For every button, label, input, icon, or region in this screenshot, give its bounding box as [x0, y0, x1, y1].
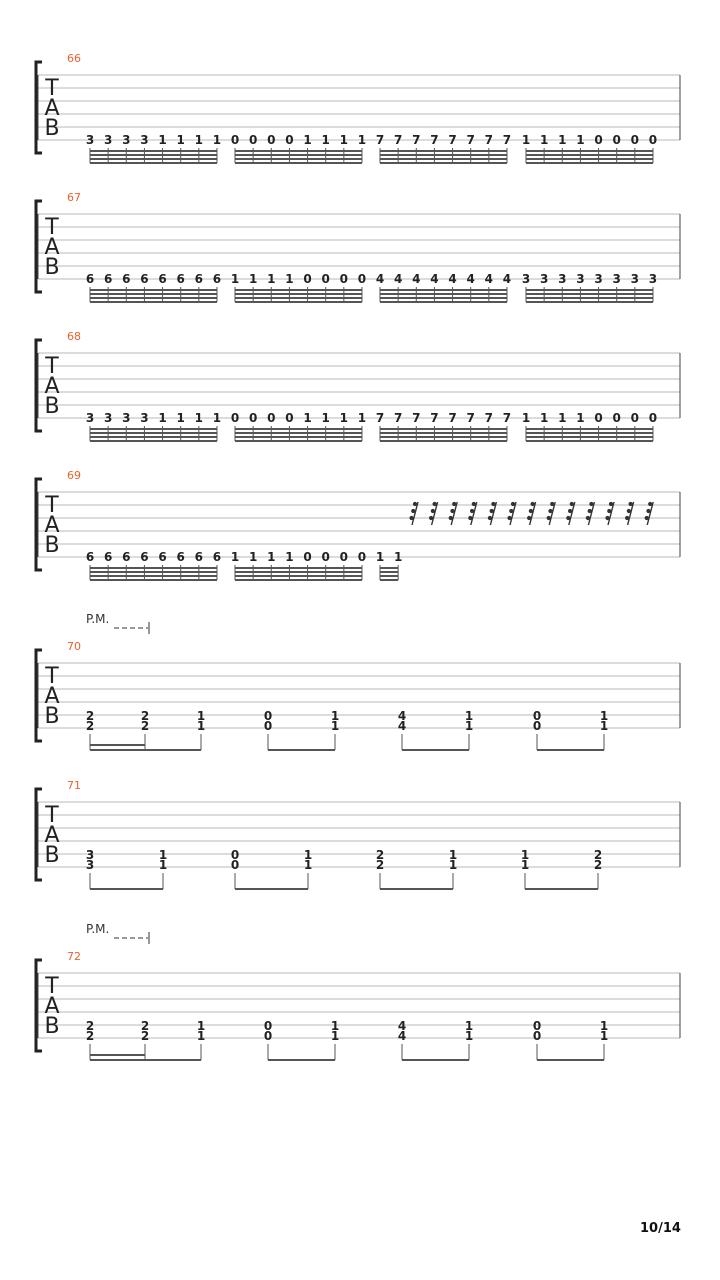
fret-number-lower: 2 — [85, 1029, 95, 1043]
fret-number-upper: 0 — [230, 848, 240, 862]
fret-number-upper: 3 — [85, 848, 95, 862]
fret-number-lower: 0 — [532, 1029, 542, 1043]
fret-number-lower: 1 — [599, 1029, 609, 1043]
fret-number-upper: 1 — [599, 709, 609, 723]
fret-number: 1 — [357, 133, 367, 147]
tab-clef-letter: A — [44, 513, 60, 538]
fret-number: 0 — [267, 133, 276, 147]
fret-number: 0 — [357, 272, 367, 286]
rest-flag-dot — [529, 509, 533, 513]
rest-flag-dot — [586, 516, 590, 520]
rest-flag-dot — [433, 502, 437, 506]
fret-number: 3 — [122, 133, 131, 147]
fret-number: 1 — [212, 133, 222, 147]
fret-number-upper: 4 — [397, 1019, 407, 1033]
fret-number: 6 — [176, 550, 185, 564]
tab-clef-letter: A — [44, 994, 60, 1019]
page-number: 10/14 — [640, 1221, 681, 1236]
fret-number: 7 — [448, 133, 457, 147]
rest-flag-dot — [449, 516, 453, 520]
rest-flag-dot — [588, 509, 592, 513]
system-bracket — [36, 789, 42, 880]
fret-number: 1 — [539, 411, 549, 425]
rest-flag-dot — [452, 502, 456, 506]
tab-clef-letter: A — [44, 96, 60, 121]
tab-clef-letter: T — [45, 76, 59, 101]
measure-number: 67 — [67, 191, 81, 204]
fret-number-lower: 2 — [85, 719, 95, 733]
fret-number-upper: 2 — [85, 1019, 95, 1033]
fret-number: 3 — [140, 133, 149, 147]
fret-number: 4 — [412, 272, 421, 286]
fret-number-upper: 1 — [303, 848, 313, 862]
fret-number: 6 — [176, 272, 185, 286]
fret-number-upper: 1 — [330, 1019, 340, 1033]
rest-flag-dot — [570, 502, 574, 506]
system-bracket — [36, 201, 42, 292]
fret-number: 1 — [558, 133, 567, 147]
fret-number: 7 — [484, 411, 494, 425]
fret-number: 3 — [122, 411, 131, 425]
fret-number-upper: 2 — [140, 709, 150, 723]
fret-number-upper: 2 — [85, 709, 95, 723]
fret-number: 6 — [140, 550, 149, 564]
rest-flag-dot — [509, 509, 513, 513]
rest-flag-dot — [645, 516, 649, 520]
tab-clef-letter: A — [44, 684, 60, 709]
palm-mute-label: P.M. — [86, 612, 110, 626]
fret-number: 1 — [375, 550, 385, 564]
measure-number: 68 — [67, 330, 81, 343]
fret-number: 1 — [339, 411, 349, 425]
fret-number: 3 — [612, 272, 621, 286]
rest-flag-dot — [527, 516, 531, 520]
fret-number-lower: 0 — [230, 858, 240, 872]
fret-number: 0 — [357, 550, 367, 564]
tab-clef-letter: B — [44, 255, 60, 280]
fret-number: 3 — [539, 272, 549, 286]
rest-flag-dot — [490, 509, 494, 513]
fret-number-upper: 4 — [397, 709, 407, 723]
fret-number: 3 — [103, 411, 113, 425]
rest-flag-dot — [511, 502, 515, 506]
tab-clef-letter: T — [45, 215, 59, 240]
fret-number: 1 — [212, 411, 222, 425]
tab-clef-letter: B — [44, 843, 60, 868]
fret-number: 3 — [594, 272, 603, 286]
fret-number: 0 — [648, 411, 658, 425]
fret-number: 1 — [357, 411, 367, 425]
fret-number: 6 — [103, 272, 113, 286]
fret-number-upper: 2 — [140, 1019, 150, 1033]
fret-number: 7 — [393, 411, 403, 425]
fret-number-upper: 0 — [263, 709, 273, 723]
fret-number: 1 — [158, 411, 167, 425]
fret-number: 1 — [521, 411, 531, 425]
fret-number: 6 — [140, 272, 149, 286]
fret-number: 1 — [285, 272, 294, 286]
fret-number: 3 — [140, 411, 149, 425]
measure-70 — [36, 612, 680, 750]
system-bracket — [36, 62, 42, 153]
fret-number: 1 — [230, 272, 240, 286]
rest-flag-dot — [531, 502, 535, 506]
rest-flag-dot — [413, 502, 417, 506]
fret-number: 0 — [321, 550, 330, 564]
fret-number: 3 — [103, 133, 113, 147]
fret-number: 1 — [267, 272, 276, 286]
fret-number: 6 — [103, 550, 113, 564]
rest-flag-dot — [629, 502, 633, 506]
fret-number: 7 — [502, 133, 512, 147]
fret-number: 0 — [303, 272, 312, 286]
measure-number: 70 — [67, 640, 81, 653]
rest-flag-dot — [491, 502, 495, 506]
fret-number-upper: 0 — [532, 709, 542, 723]
fret-number: 1 — [576, 133, 585, 147]
tab-clef-letter: A — [44, 823, 60, 848]
fret-number: 0 — [612, 411, 621, 425]
fret-number-upper: 1 — [330, 709, 340, 723]
fret-number-lower: 1 — [158, 858, 168, 872]
rest-flag-dot — [411, 509, 415, 513]
fret-number: 6 — [85, 550, 95, 564]
fret-number-upper: 2 — [593, 848, 603, 862]
rest-flag-dot — [468, 516, 472, 520]
measure-72 — [36, 922, 680, 1060]
fret-number: 7 — [502, 411, 512, 425]
fret-number: 0 — [339, 272, 349, 286]
fret-number: 1 — [230, 550, 240, 564]
rest-flag-dot — [568, 509, 572, 513]
fret-number: 7 — [412, 133, 421, 147]
system-bracket — [36, 960, 42, 1051]
fret-number: 4 — [448, 272, 457, 286]
tab-clef-letter: B — [44, 1014, 60, 1039]
fret-number: 7 — [430, 411, 439, 425]
fret-number: 0 — [321, 272, 330, 286]
rest-flag-dot — [450, 509, 454, 513]
fret-number: 4 — [375, 272, 385, 286]
fret-number: 0 — [267, 411, 276, 425]
fret-number: 7 — [430, 133, 439, 147]
fret-number: 0 — [630, 411, 640, 425]
fret-number: 1 — [321, 133, 330, 147]
fret-number: 0 — [630, 133, 640, 147]
fret-number: 4 — [430, 272, 439, 286]
rest-flag-dot — [507, 516, 511, 520]
tab-clef-letter: A — [44, 374, 60, 399]
rest-flag-dot — [646, 509, 650, 513]
fret-number-lower: 0 — [532, 719, 542, 733]
fret-number: 7 — [393, 133, 403, 147]
fret-number: 1 — [176, 411, 185, 425]
fret-number: 1 — [194, 411, 204, 425]
tab-clef-letter: T — [45, 493, 59, 518]
fret-number-lower: 1 — [464, 1029, 474, 1043]
fret-number: 1 — [321, 411, 330, 425]
tab-clef-letter: T — [45, 354, 59, 379]
fret-number: 1 — [285, 550, 294, 564]
fret-number-lower: 1 — [196, 1029, 206, 1043]
fret-number-upper: 0 — [263, 1019, 273, 1033]
fret-number: 7 — [412, 411, 421, 425]
rest-flag-dot — [547, 516, 551, 520]
tab-clef-letter: T — [45, 974, 59, 999]
rest-flag-dot — [470, 509, 474, 513]
fret-number: 1 — [158, 133, 167, 147]
rest-flag-dot — [566, 516, 570, 520]
rest-flag-dot — [488, 516, 492, 520]
fret-number-lower: 0 — [263, 719, 273, 733]
fret-number-upper: 1 — [520, 848, 530, 862]
fret-number: 1 — [303, 133, 312, 147]
fret-number: 1 — [303, 411, 312, 425]
fret-number: 3 — [85, 133, 95, 147]
fret-number: 7 — [375, 133, 385, 147]
rest-flag-dot — [625, 516, 629, 520]
fret-number: 0 — [230, 411, 240, 425]
tab-clef-letter: B — [44, 704, 60, 729]
measure-66 — [36, 52, 680, 163]
tab-clef-letter: B — [44, 394, 60, 419]
fret-number: 6 — [194, 550, 204, 564]
system-bracket — [36, 479, 42, 570]
fret-number-lower: 4 — [397, 719, 407, 733]
fret-number: 6 — [158, 272, 167, 286]
fret-number: 6 — [122, 550, 131, 564]
fret-number: 6 — [85, 272, 95, 286]
fret-number: 0 — [612, 133, 621, 147]
rest-flag-dot — [609, 502, 613, 506]
fret-number-lower: 1 — [599, 719, 609, 733]
fret-number-lower: 2 — [140, 1029, 150, 1043]
fret-number-lower: 2 — [140, 719, 150, 733]
rest-flag-dot — [605, 516, 609, 520]
fret-number-upper: 1 — [448, 848, 458, 862]
fret-number-upper: 1 — [196, 709, 206, 723]
fret-number: 0 — [648, 133, 658, 147]
fret-number: 3 — [521, 272, 531, 286]
rest-flag-dot — [550, 502, 554, 506]
fret-number: 7 — [466, 411, 475, 425]
measure-number: 72 — [67, 950, 81, 963]
rest-flag-dot — [607, 509, 611, 513]
fret-number: 1 — [194, 133, 204, 147]
fret-number: 6 — [122, 272, 131, 286]
system-bracket — [36, 650, 42, 741]
measure-number: 66 — [67, 52, 81, 65]
fret-number: 0 — [303, 550, 312, 564]
fret-number-upper: 1 — [196, 1019, 206, 1033]
fret-number: 0 — [339, 550, 349, 564]
measure-71 — [36, 779, 680, 889]
rest-flag-dot — [589, 502, 593, 506]
tab-clef-letter: B — [44, 116, 60, 141]
fret-number-upper: 1 — [464, 1019, 474, 1033]
fret-number: 1 — [248, 272, 258, 286]
fret-number: 0 — [248, 411, 258, 425]
fret-number: 6 — [212, 272, 222, 286]
palm-mute-label: P.M. — [86, 922, 110, 936]
fret-number: 7 — [466, 133, 475, 147]
fret-number-lower: 2 — [375, 858, 385, 872]
tab-clef-letter: T — [45, 803, 59, 828]
rest-flag-dot — [627, 509, 631, 513]
fret-number-lower: 2 — [593, 858, 603, 872]
fret-number-lower: 3 — [85, 858, 95, 872]
rest-flag-dot — [431, 509, 435, 513]
tab-clef-letter: A — [44, 235, 60, 260]
fret-number: 7 — [375, 411, 385, 425]
fret-number: 3 — [576, 272, 585, 286]
fret-number: 1 — [267, 550, 276, 564]
tab-clef-letter: T — [45, 664, 59, 689]
fret-number: 1 — [521, 133, 531, 147]
fret-number: 3 — [85, 411, 95, 425]
fret-number: 3 — [630, 272, 640, 286]
rest-flag-dot — [472, 502, 476, 506]
fret-number: 7 — [484, 133, 494, 147]
fret-number: 1 — [176, 133, 185, 147]
fret-number-lower: 0 — [263, 1029, 273, 1043]
system-bracket — [36, 340, 42, 431]
fret-number-upper: 2 — [375, 848, 385, 862]
fret-number: 1 — [248, 550, 258, 564]
fret-number: 0 — [594, 133, 603, 147]
fret-number: 7 — [448, 411, 457, 425]
fret-number-lower: 1 — [330, 719, 340, 733]
fret-number: 1 — [393, 550, 403, 564]
fret-number-lower: 1 — [520, 858, 530, 872]
fret-number-lower: 1 — [330, 1029, 340, 1043]
fret-number: 3 — [558, 272, 567, 286]
fret-number: 3 — [648, 272, 658, 286]
fret-number: 4 — [393, 272, 403, 286]
fret-number: 1 — [576, 411, 585, 425]
fret-number: 6 — [194, 272, 204, 286]
fret-number: 1 — [539, 133, 549, 147]
fret-number-upper: 0 — [532, 1019, 542, 1033]
fret-number-upper: 1 — [464, 709, 474, 723]
rest-flag-dot — [548, 509, 552, 513]
fret-number-lower: 1 — [196, 719, 206, 733]
rest-flag-dot — [429, 516, 433, 520]
fret-number-lower: 1 — [464, 719, 474, 733]
fret-number-upper: 1 — [599, 1019, 609, 1033]
fret-number: 1 — [339, 133, 349, 147]
fret-number: 4 — [466, 272, 475, 286]
rest-flag-dot — [409, 516, 413, 520]
measure-number: 71 — [67, 779, 81, 792]
measure-number: 69 — [67, 469, 81, 482]
tab-clef-letter: B — [44, 533, 60, 558]
fret-number: 0 — [248, 133, 258, 147]
fret-number: 4 — [502, 272, 512, 286]
fret-number: 0 — [230, 133, 240, 147]
rest-flag-dot — [648, 502, 652, 506]
fret-number: 1 — [558, 411, 567, 425]
fret-number: 6 — [212, 550, 222, 564]
fret-number-lower: 1 — [448, 858, 458, 872]
measure-67 — [36, 191, 680, 302]
measure-69 — [36, 469, 680, 580]
fret-number: 6 — [158, 550, 167, 564]
fret-number: 4 — [484, 272, 494, 286]
measure-68 — [36, 330, 680, 441]
fret-number: 0 — [285, 411, 294, 425]
fret-number-lower: 4 — [397, 1029, 407, 1043]
fret-number-upper: 1 — [158, 848, 168, 862]
fret-number: 0 — [594, 411, 603, 425]
fret-number: 0 — [285, 133, 294, 147]
fret-number-lower: 1 — [303, 858, 313, 872]
